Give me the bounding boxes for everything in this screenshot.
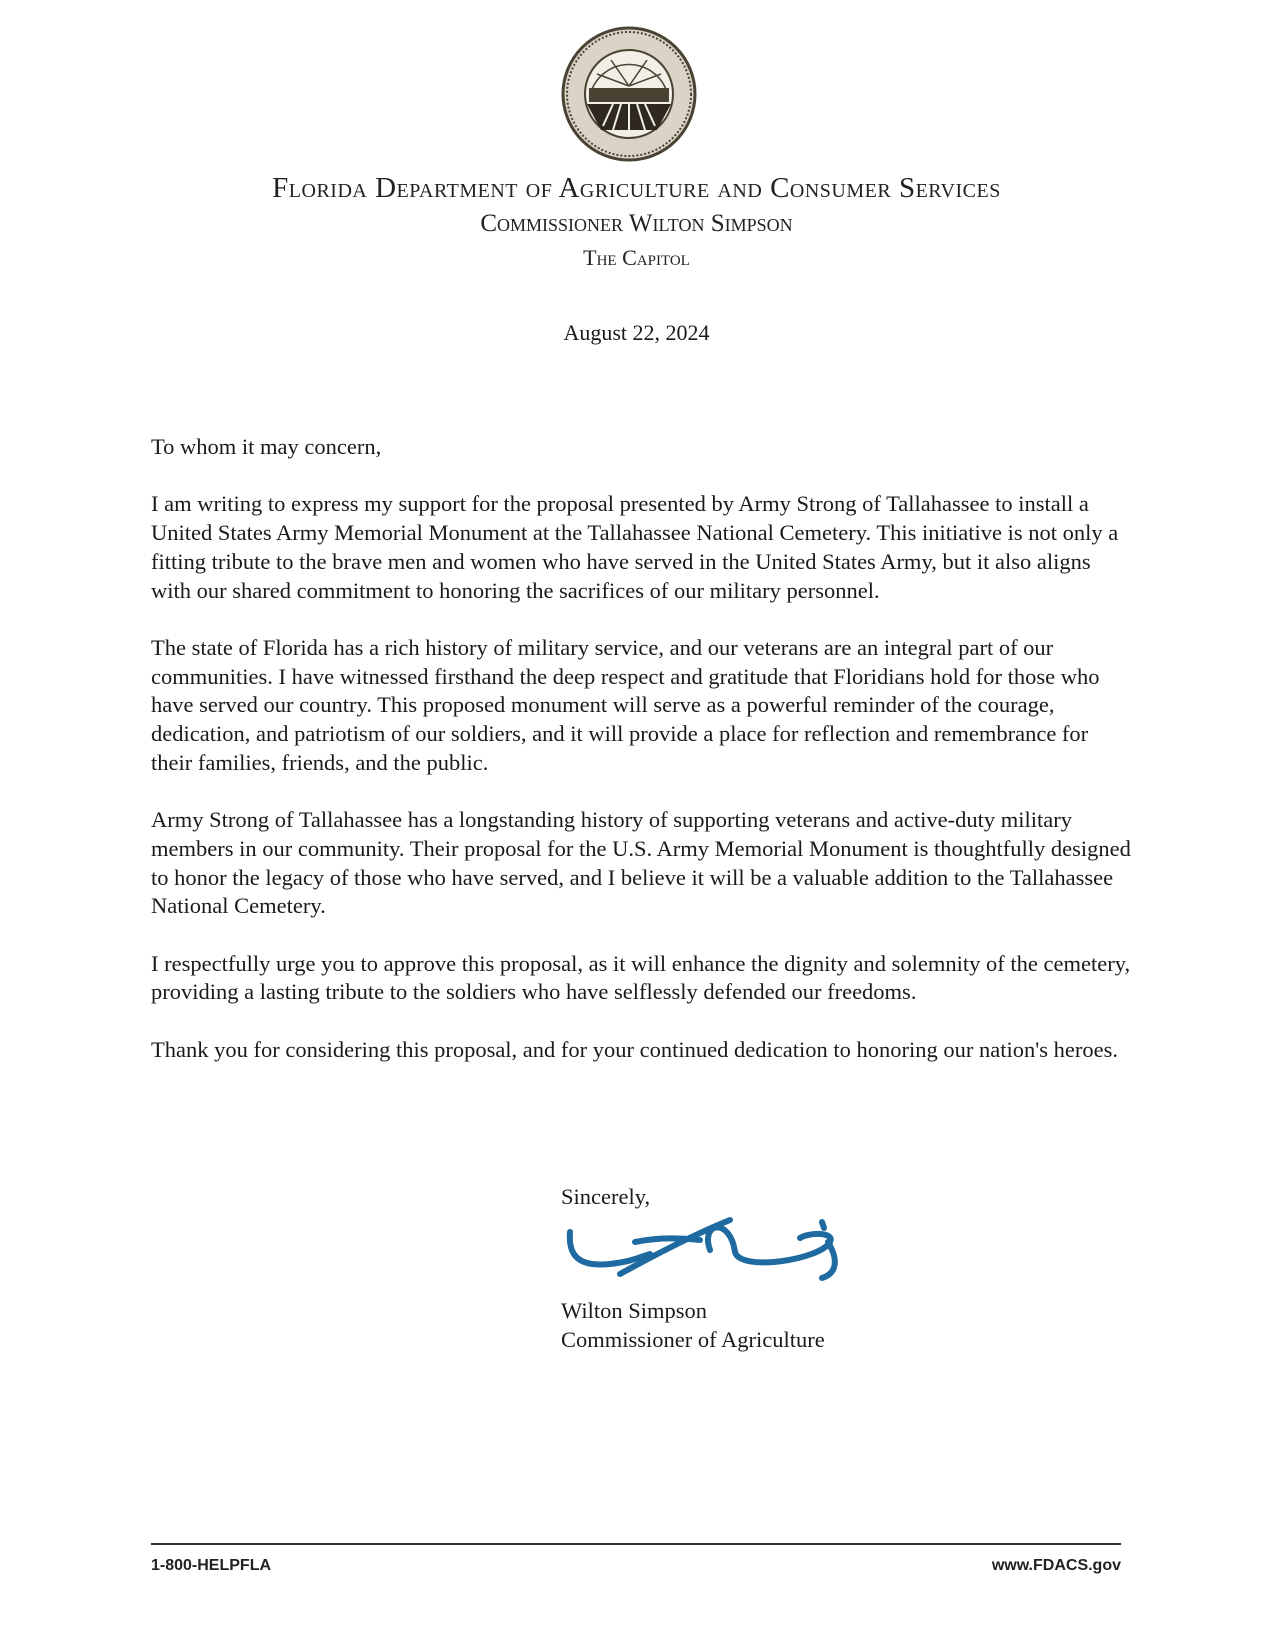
paragraph: The state of Florida has a rich history of military service, and our veterans are an integral part of our communities. I have witnessed firsthand the deep respect and gratitude that Floridians hold for those who have served our country. This proposed monument will serve as a powerful reminder of the courage, dedication, and patriotism of our soldiers, and it will provide a place for reflection and remembrance for their families, friends, and the public. <box>151 634 1100 775</box>
commissioner-name: Commissioner Wilton Simpson <box>480 210 793 237</box>
office-location: The Capitol <box>583 245 690 270</box>
paragraph: Army Strong of Tallahassee has a longstanding history of supporting veterans and active-duty military members in our community. Their proposal for the U.S. Army Memorial Monument is thoughtfully designed to honor the legacy of those who have served, and I believe it will be a valuable addition to the Tallahassee National Cemetery. <box>151 807 1131 919</box>
letter-date: August 22, 2024 <box>563 320 710 345</box>
closing: Sincerely, <box>561 1184 651 1209</box>
salutation: To whom it may concern, <box>151 434 382 459</box>
signature-block <box>561 1297 825 1354</box>
department-name: Florida Department of Agriculture and Consumer Services <box>272 172 1001 204</box>
department-seal-logo <box>561 26 697 162</box>
paragraph: I am writing to express my support for the proposal presented by Army Strong of Tallahassee to install a United States Army Memorial Monument at the Tallahassee National Cemetery. This initiative is not only a fitting tribute to the brave men and women who have served in the United States Army, but it also aligns with our shared commitment to honoring the sacrifices of our military personnel. <box>151 491 1119 603</box>
paragraph: Thank you for considering this proposal, and for your continued dedication to honoring our nation's heroes. <box>151 1036 1118 1062</box>
signer-title: Commissioner of Agriculture <box>561 1326 825 1352</box>
paragraph: I respectfully urge you to approve this proposal, as it will enhance the dignity and solemnity of the cemetery, providing a lasting tribute to the soldiers who have selflessly defended our freedoms. <box>151 950 1131 1005</box>
footer-website[interactable]: www.FDACS.gov <box>991 1557 1121 1574</box>
handwritten-signature <box>560 1212 860 1292</box>
letter-body <box>151 433 1131 1093</box>
footer-divider <box>151 1543 1121 1545</box>
footer-phone: 1-800-HELPFLA <box>151 1557 272 1574</box>
signer-name: Wilton Simpson <box>561 1298 707 1323</box>
